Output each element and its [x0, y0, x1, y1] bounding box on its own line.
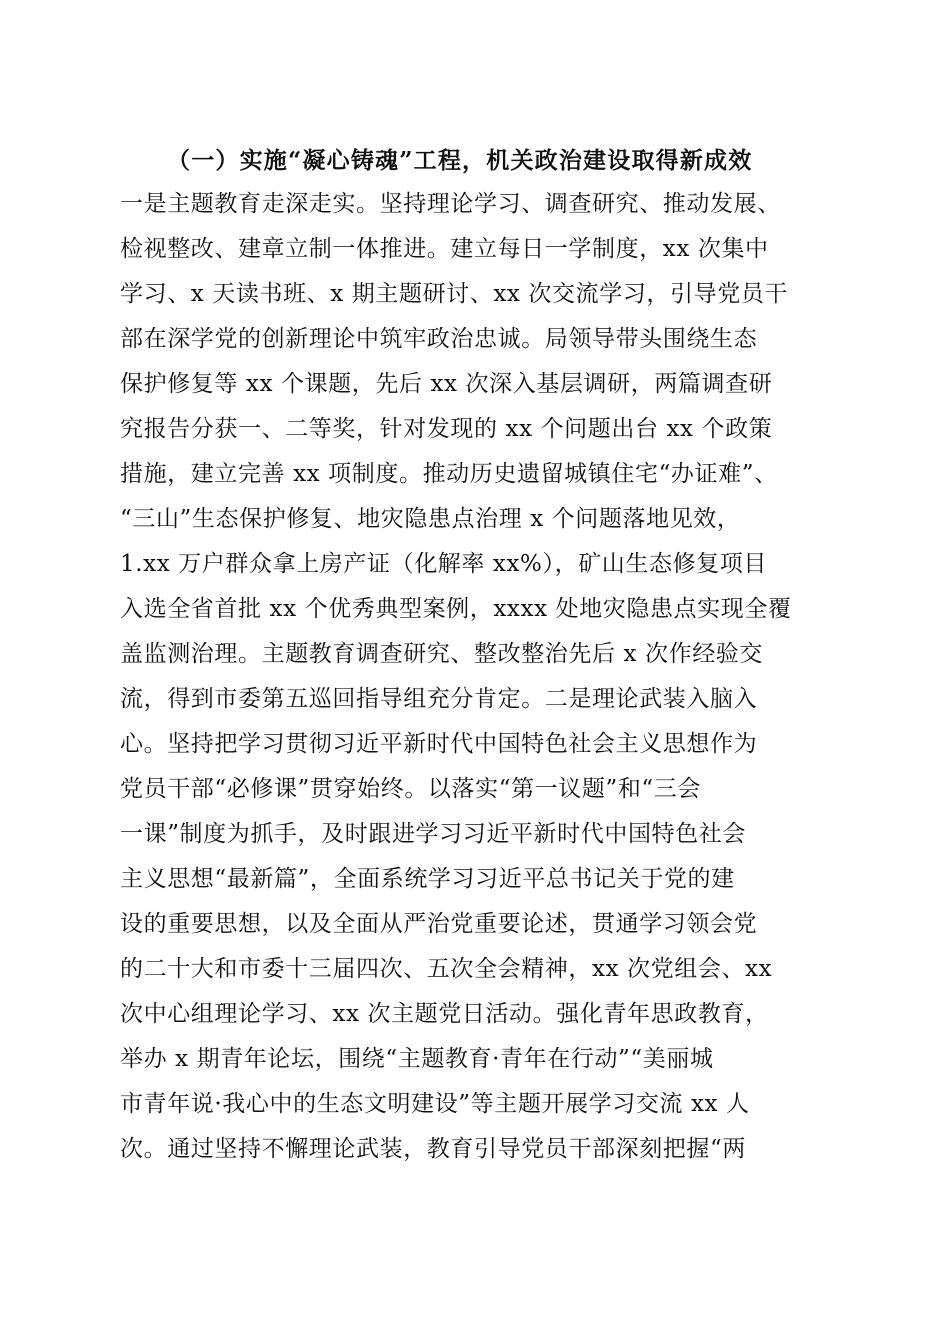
body-line: 入选全省首批 xx 个优秀典型案例，xxxx 处地灾隐患点实现全覆	[120, 596, 792, 622]
body-line: 心。坚持把学习贯彻习近平新时代中国特色社会主义思想作为	[120, 731, 758, 757]
body-line: 盖监测治理。主题教育调查研究、整改整治先后 x 次作经验交	[120, 641, 763, 667]
body-line: 一课”制度为抓手，及时跟进学习习近平新时代中国特色社会	[120, 821, 746, 847]
body-line: 市青年说·我心中的生态文明建设”等主题开展学习交流 xx 人	[120, 1091, 750, 1117]
body-line: 措施，建立完善 xx 项制度。推动历史遗留城镇住宅“办证难”、	[120, 461, 778, 487]
body-line: “三山”生态保护修复、地灾隐患点治理 x 个问题落地见效，	[120, 506, 741, 532]
body-line: 究报告分获一、二等奖，针对发现的 xx 个问题出台 xx 个政策	[120, 416, 773, 442]
body-line: 部在深学党的创新理论中筑牢政治忠诚。局领导带头围绕生态	[120, 326, 758, 352]
body-line: 一是主题教育走深走实。坚持理论学习、调查研究、推动发展、	[120, 191, 781, 217]
body-line: 检视整改、建章立制一体推进。建立每日一学制度，xx 次集中	[120, 236, 769, 262]
body-line: 保护修复等 xx 个课题，先后 xx 次深入基层调研，两篇调查研	[120, 371, 773, 397]
body-line: 流，得到市委第五巡回指导组充分肯定。二是理论武装入脑入	[120, 686, 758, 712]
body-line: 党员干部“必修课”贯穿始终。以落实“第一议题”和“三会	[120, 776, 701, 802]
body-line: 次。通过坚持不懈理论武装，教育引导党员干部深刻把握“两	[120, 1136, 746, 1162]
body-line: 1.xx 万户群众拿上房产证（化解率 xx%），矿山生态修复项目	[120, 551, 768, 577]
body-line: 次中心组理论学习、xx 次主题党日活动。强化青年思政教育，	[120, 1001, 769, 1027]
body-line: 设的重要思想，以及全面从严治党重要论述，贯通学习领会党	[120, 911, 758, 937]
section-heading: （一）实施“凝心铸魂”工程，机关政治建设取得新成效	[167, 147, 753, 174]
body-line: 举办 x 期青年论坛，围绕“主题教育·青年在行动”“美丽城	[120, 1046, 714, 1072]
body-line: 的二十大和市委十三届四次、五次全会精神，xx 次党组会、xx	[120, 956, 773, 982]
body-line: 主义思想“最新篇”，全面系统学习习近平总书记关于党的建	[120, 866, 735, 892]
body-line: 学习、x 天读书班、x 期主题研讨、xx 次交流学习，引导党员干	[120, 281, 789, 307]
